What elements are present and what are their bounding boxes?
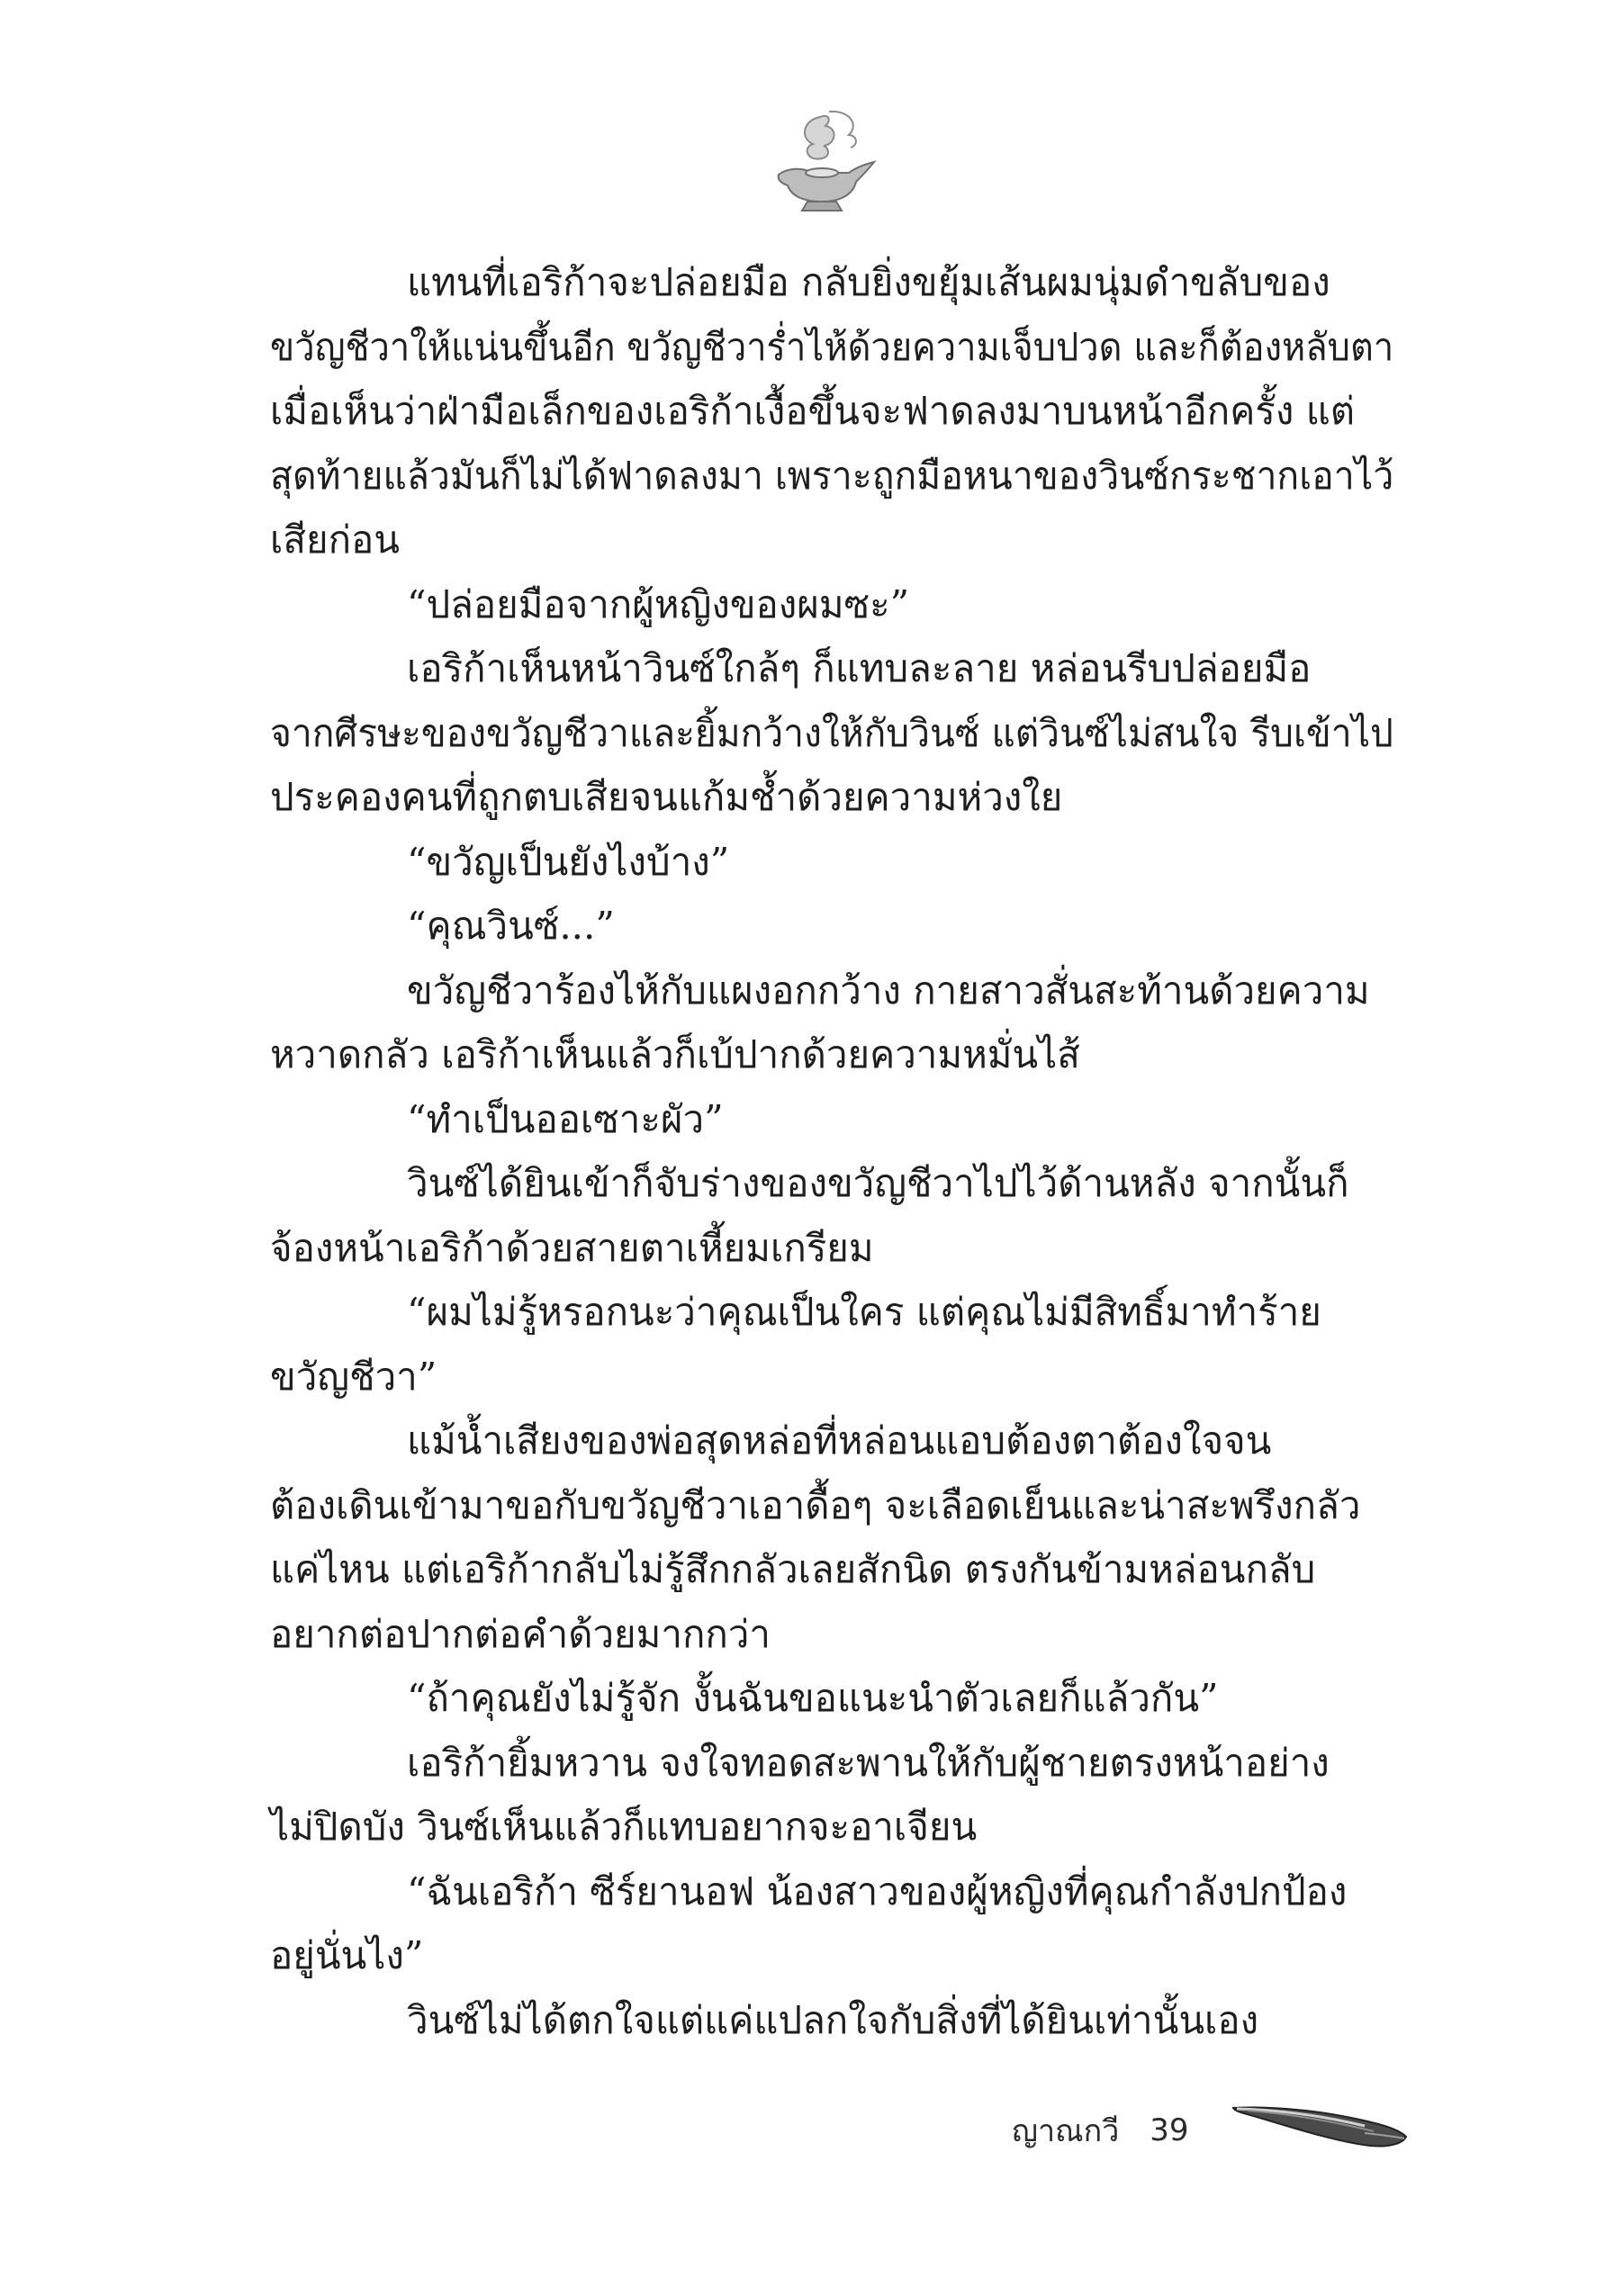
text-line: วินซ์ไม่ได้ตกใจแต่แค่แปลกใจกับสิ่งที่ได้ยินเท่านั้นเอง: [407, 1997, 1259, 2042]
text-line: วินซ์ได้ยินเข้าก็จับร่างของขวัญชีวาไปไว้ด้านหลัง จากนั้นก็: [407, 1161, 1349, 1205]
text-line: อยู่นั่นไง”: [270, 1933, 424, 1977]
text-line: ขวัญชีวาให้แน่นขึ้นอีก ขวัญชีวาร่ำไห้ด้วยความเจ็บปวด และก็ต้องหลับตา: [270, 324, 1394, 369]
text-line: ไม่ปิดบัง วินซ์เห็นแล้วก็แทบอยากจะอาเจียน: [270, 1805, 978, 1849]
page-footer: [1012, 2099, 1189, 2162]
text-line: เมื่อเห็นว่าฝ่ามือเล็กของเอริก้าเงื้อขึ้นจะฟาดลงมาบนหน้าอีกครั้ง แต่: [270, 389, 1356, 433]
text-line: แทนที่เอริก้าจะปล่อยมือ กลับยิ่งขยุ้มเส้นผมนุ่มดำขลับของ: [407, 260, 1330, 304]
text-line: อยากต่อปากต่อคำด้วยมากกว่า: [270, 1611, 771, 1656]
text-line: ขวัญชีวา”: [270, 1354, 437, 1399]
text-line: “ฉันเอริก้า ซีร์ยานอฟ น้องสาวของผู้หญิงที่คุณกำลังปกป้อง: [407, 1868, 1348, 1913]
text-line: “ผมไม่รู้หรอกนะว่าคุณเป็นใคร แต่คุณไม่มีสิทธิ์มาทำร้าย: [407, 1290, 1321, 1334]
text-line: แค่ไหน แต่เอริก้ากลับไม่รู้สึกกลัวเลยสักนิด ตรงกันข้ามหล่อนกลับ: [270, 1547, 1316, 1591]
text-line: ขวัญชีวาร้องไห้กับแผงอกกว้าง กายสาวสั่นสะท้านด้วยความ: [407, 968, 1370, 1013]
text-line: “ปล่อยมือจากผู้หญิงของผมซะ”: [407, 581, 910, 626]
text-line: เสียก่อน: [270, 518, 400, 562]
author-name: ญาณกวี: [1012, 2113, 1120, 2149]
text-line: เอริก้ายิ้มหวาน จงใจทอดสะพานให้กับผู้ชายตรงหน้าอย่าง: [407, 1740, 1330, 1785]
genie-lamp-icon: [766, 108, 879, 216]
text-line: จากศีรษะของขวัญชีวาและยิ้มกว้างให้กับวินซ์ แต่วินซ์ไม่สนใจ รีบเข้าไป: [270, 710, 1393, 755]
body-text: [270, 250, 1393, 2052]
text-line: จ้องหน้าเอริก้าด้วยสายตาเหี้ยมเกรียม: [270, 1225, 874, 1270]
page-number: 39: [1150, 2112, 1189, 2148]
text-line: “ทำเป็นออเซาะผัว”: [407, 1096, 724, 1141]
text-line: “ขวัญเป็นยังไงบ้าง”: [407, 839, 730, 884]
text-line: สุดท้ายแล้วมันก็ไม่ได้ฟาดลงมา เพราะถูกมือหนาของวินซ์กระชากเอาไว้: [270, 453, 1394, 498]
text-line: “คุณวินซ์...”: [407, 904, 615, 948]
text-line: เอริก้าเห็นหน้าวินซ์ใกล้ๆ ก็แทบละลาย หล่อนรีบปล่อยมือ: [407, 646, 1312, 690]
text-line: ประคองคนที่ถูกตบเสียจนแก้มช้ำด้วยความห่วงใย: [270, 775, 1063, 819]
text-line: หวาดกลัว เอริก้าเห็นแล้วก็เบ้ปากด้วยความหมั่นไส้: [270, 1032, 1080, 1076]
text-line: “ถ้าคุณยังไม่รู้จัก งั้นฉันขอแนะนำตัวเลยก็แล้วกัน”: [407, 1676, 1219, 1720]
text-line: แม้น้ำเสียงของพ่อสุดหล่อที่หล่อนแอบต้องตาต้องใจจน: [407, 1418, 1272, 1463]
text-line: ต้องเดินเข้ามาขอกับขวัญชีวาเอาดื้อๆ จะเลือดเย็นและน่าสะพรึงกลัว: [270, 1482, 1361, 1527]
quill-pen-icon: [1230, 2086, 1410, 2158]
